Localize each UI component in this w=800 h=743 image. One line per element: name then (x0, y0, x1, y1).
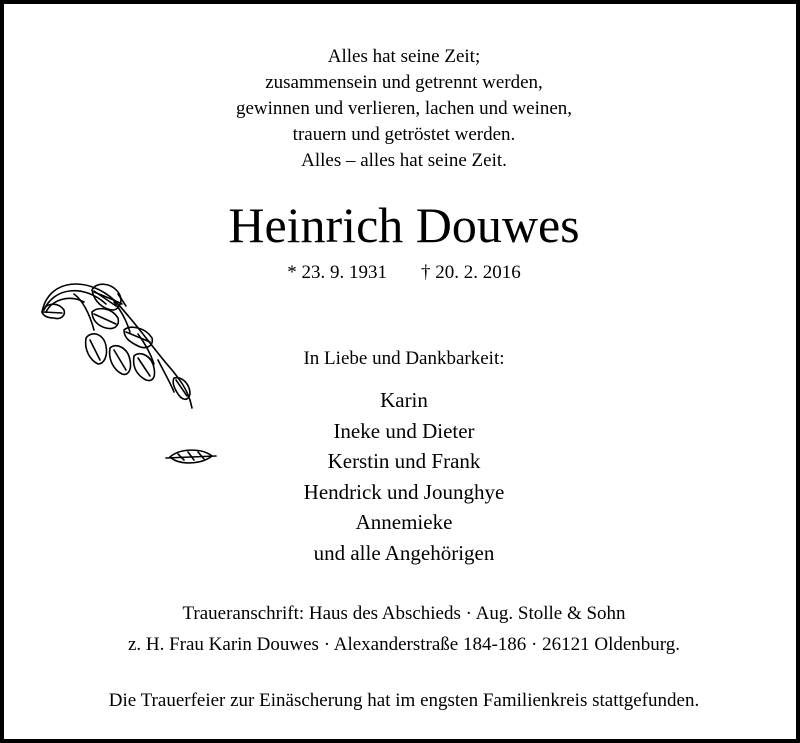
family-member: Karin (380, 388, 428, 412)
poem (4, 44, 800, 174)
death-date: † 20. 2. 2016 (421, 262, 521, 283)
address-line-1: Traueranschrift: Haus des Abschieds · Aug. Stolle & Sohn (182, 603, 626, 624)
family-member: Kerstin und Frank (327, 449, 481, 473)
family-list (4, 385, 800, 568)
family-member: Hendrick und Jounghye (303, 479, 505, 504)
poem-line: trauern und getröstet werden. (292, 124, 516, 145)
funeral-notice: Die Trauerfeier zur Einäscherung hat im engsten Familienkreis stattgefunden. (108, 690, 700, 711)
family-member: Annemieke (355, 510, 453, 534)
mourning-address (4, 598, 800, 660)
family-member: und alle Angehörigen (313, 540, 495, 565)
birth-date: * 23. 9. 1931 (287, 262, 387, 283)
family-member: Ineke und Dieter (333, 418, 475, 443)
thanks-line: In Liebe und Dankbarkeit: (303, 348, 505, 369)
poem-line: Alles hat seine Zeit; (327, 46, 481, 67)
poem-line: Alles – alles hat seine Zeit. (301, 150, 507, 171)
address-line-2: z. H. Frau Karin Douwes · Alexanderstraße 184-186 · 26121 Oldenburg. (127, 634, 681, 655)
poem-line: zusammensein und getrennt werden, (265, 72, 543, 93)
deceased-name: Heinrich Douwes (228, 197, 580, 253)
poem-line: gewinnen und verlieren, lachen und weinen, (235, 98, 573, 119)
